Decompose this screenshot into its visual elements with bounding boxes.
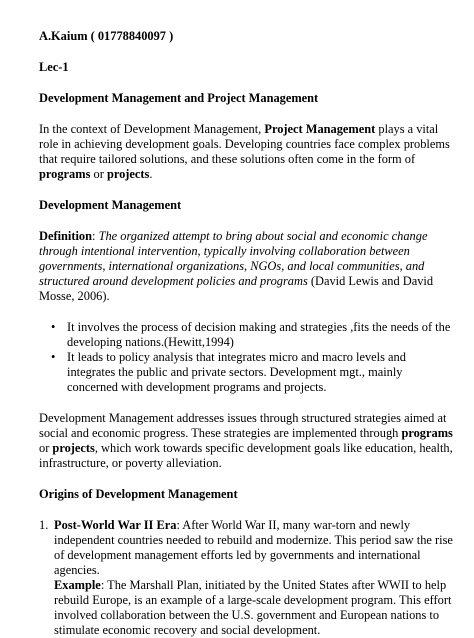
intro-text-4: .	[149, 167, 153, 181]
author-line: A.Kaium ( 01778840097 )	[39, 29, 174, 43]
definition-citation: (David Lewis and David Mosse, 2006).	[39, 274, 434, 303]
mgmt-text-2: or	[39, 441, 53, 455]
intro-paragraph	[39, 122, 454, 182]
intro-text-2: plays a vital role in achieving development goals. Developing countries face complex problems that require tailored solutions, and these solutions often come in the form of	[39, 122, 450, 166]
management-paragraph	[39, 411, 454, 471]
example-label: Example	[54, 578, 101, 592]
list-item-text: It involves the process of decision making and strategies ,fits the needs of the developing nations.(Hewitt,1994)	[67, 320, 451, 349]
mgmt-text-3: , which work towards specific development goals like education, health, infrastructure, or poverty alleviation.	[39, 441, 453, 470]
list-item	[39, 518, 454, 638]
bullet-marker: •	[51, 350, 56, 364]
definition-paragraph	[39, 229, 454, 304]
mgmt-bold-projects: projects	[52, 441, 95, 455]
section-heading-origins: Origins of Development Management	[39, 487, 238, 501]
origin-label: Post-World War II Era	[54, 518, 177, 532]
bullet-list	[39, 320, 454, 395]
intro-text-3: or	[90, 167, 107, 181]
definition-colon: :	[92, 229, 99, 243]
list-item	[51, 320, 454, 350]
mgmt-text-1: Development Management addresses issues through structured strategies aimed at social and economic progress. These strategies are implemented through	[39, 411, 447, 440]
origins-list	[39, 518, 454, 638]
intro-bold-projects: projects	[106, 167, 150, 181]
bullet-marker: •	[51, 320, 56, 334]
page-title: Development Management and Project Management	[39, 91, 319, 105]
intro-bold-project-management: Project Management	[264, 122, 376, 136]
list-number: 1.	[39, 518, 49, 532]
intro-bold-programs: programs	[39, 167, 91, 181]
list-item	[51, 350, 454, 395]
example-text: : The Marshall Plan, initiated by the United States after WWII to help rebuild Europe, is an example of a large-scale development program. This effort involved collaboration between the U.S. government and European nations to stimulate economic recovery and social development.	[54, 578, 452, 637]
list-item-text: It leads to policy analysis that integrates micro and macro levels and integrates the public and private sectors. Development mgt., mainly concerned with development programs and projects.	[67, 350, 406, 394]
mgmt-bold-programs: programs	[401, 426, 453, 440]
definition-label: Definition	[39, 229, 93, 243]
origin-text: : After World War II, many war-torn and newly independent countries needed to rebuild and modernize. This period saw the rise of development management efforts led by governments and international agencies.	[54, 518, 453, 577]
intro-text-1: In the context of Development Management,	[39, 122, 265, 136]
definition-body: The organized attempt to bring about social and economic change through intentional intervention, typically involving collaboration between governments, international organizations, NGOs, and local communities, and structured around development policies and programs	[39, 229, 428, 288]
lecture-number: Lec-1	[39, 60, 69, 74]
section-heading-development-management: Development Management	[39, 198, 182, 212]
